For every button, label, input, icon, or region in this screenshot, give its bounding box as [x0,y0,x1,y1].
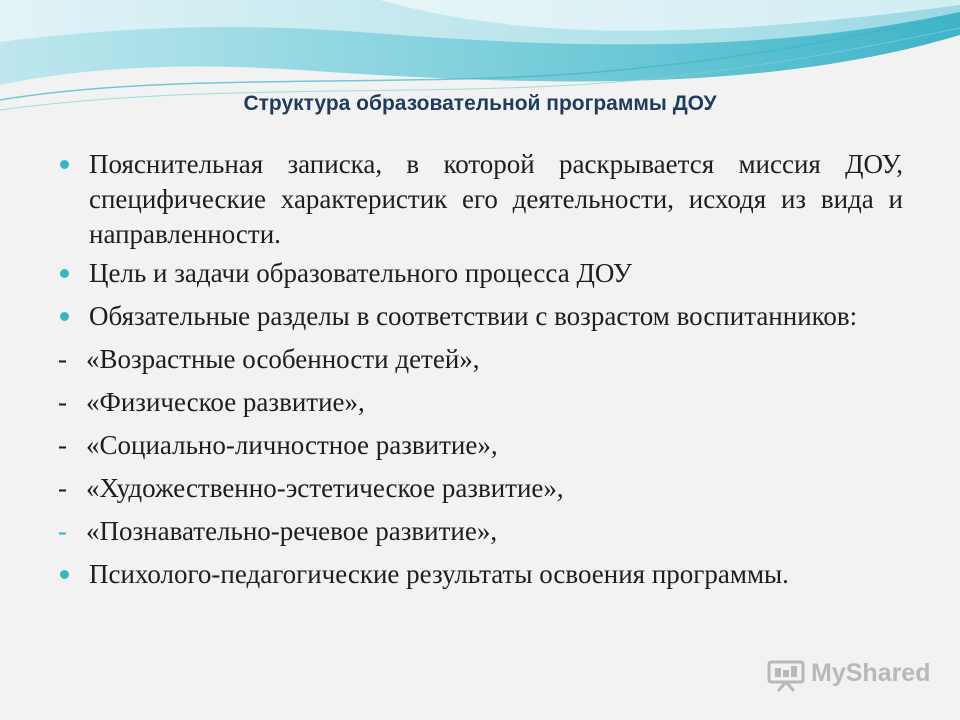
bullet-icon [60,312,69,321]
watermark-logo [767,655,931,695]
list-item-text: Пояснительная записка, в которой раскрывается миссия ДОУ, специфические характеристик его деятельности, исходя из вида и направленности. [89,149,903,249]
list-item [58,471,903,506]
list-item-text: Психолого-педагогические результаты освоения программы. [89,559,789,589]
dash-marker: - [58,516,67,546]
presentation-board-icon [767,658,805,692]
dash-marker: - [58,387,67,417]
list-item-text: «Физическое развитие», [86,387,365,417]
list-item [58,557,903,592]
dash-marker: - [58,473,67,503]
list-item [58,147,903,252]
list-item-text: «Возрастные особенности детей», [86,344,480,374]
list-item [58,299,903,334]
list-item [58,342,903,377]
bullet-icon [60,160,69,169]
list-item [58,256,903,291]
list-item [58,428,903,463]
list-item-text: «Социально-личностное развитие», [86,430,498,460]
slide-title: Структура образовательной программы ДОУ [243,92,717,115]
slide-content [58,147,903,592]
dash-marker: - [58,344,67,374]
dash-marker: - [58,430,67,460]
watermark-text: MyShared [811,659,931,687]
bullet-icon [60,269,69,278]
bullet-icon [60,570,69,579]
list-item [58,514,903,549]
list-item-text: Цель и задачи образовательного процесса ДОУ [89,258,632,288]
list-item [58,385,903,420]
list-item-text: «Художественно-эстетическое развитие», [86,473,564,503]
list-item-text: «Познавательно-речевое развитие», [86,516,498,546]
list-item-text: Обязательные разделы в соответствии с возрастом воспитанников: [89,301,858,331]
